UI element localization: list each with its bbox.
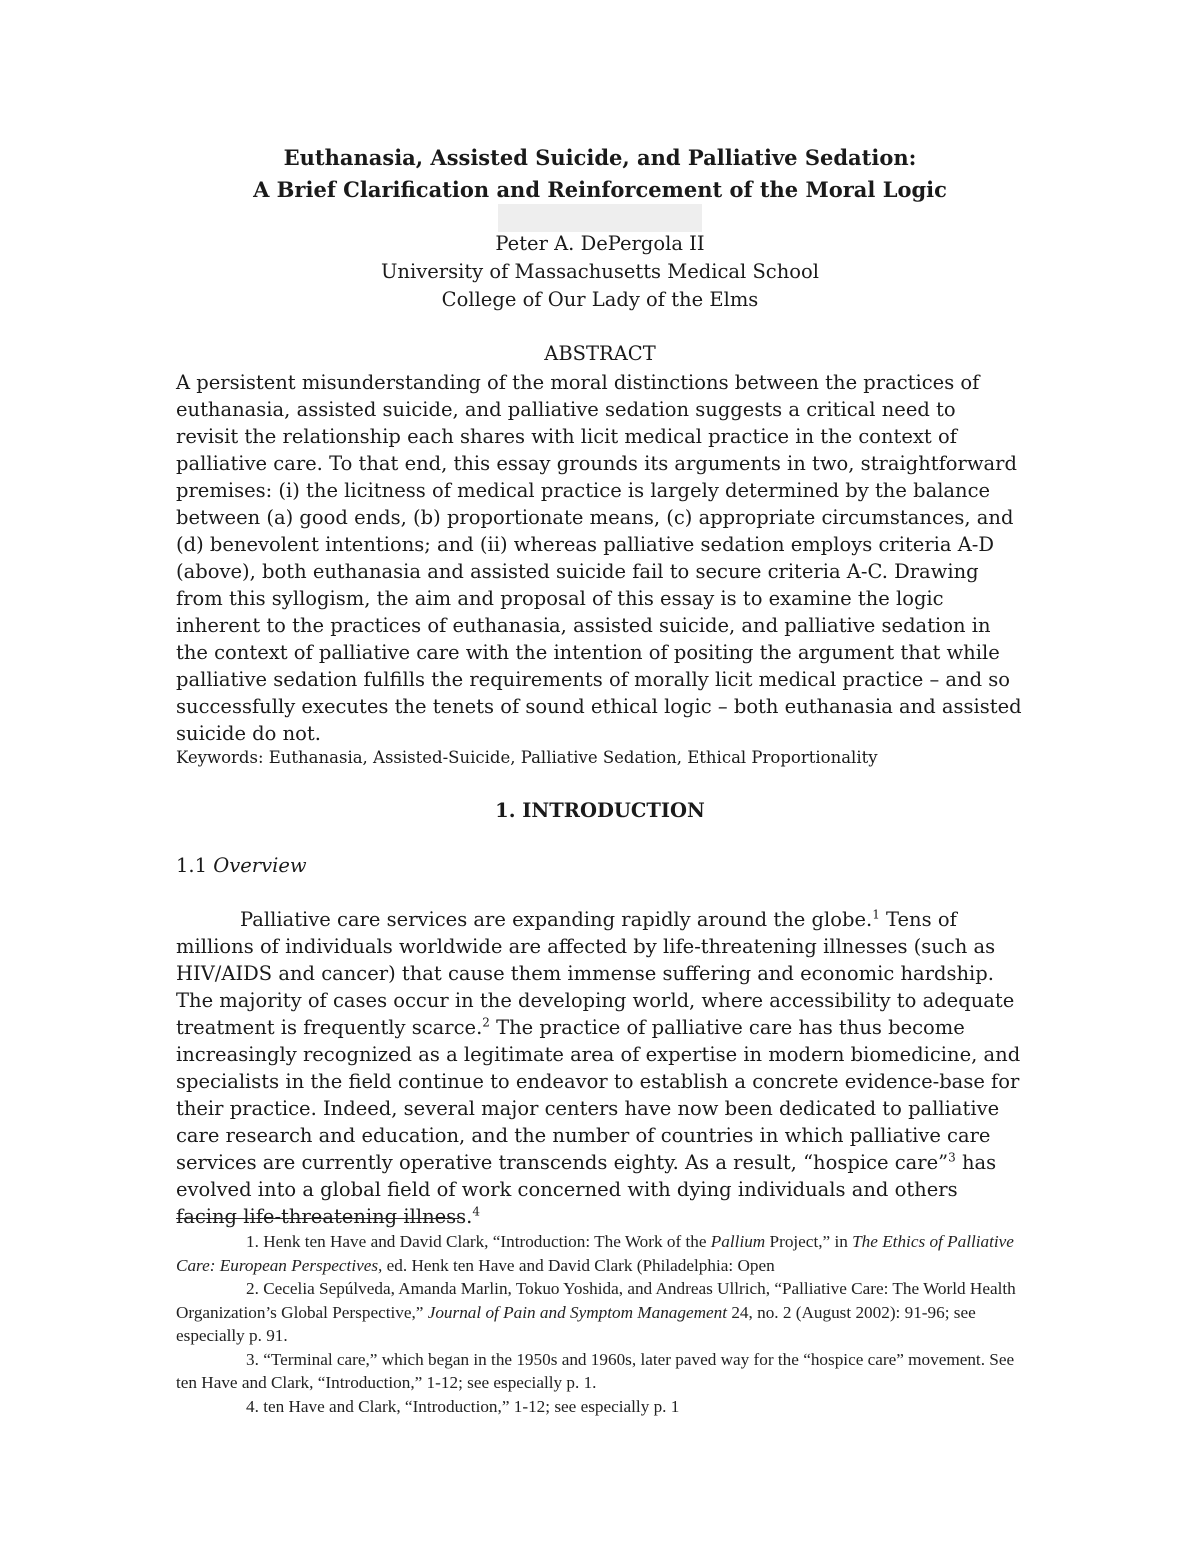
keywords: Keywords: Euthanasia, Assisted-Suicide, Palliative Sedation, Ethical Proportionality [176, 748, 878, 767]
author-affiliation-1: University of Massachusetts Medical School [380, 260, 820, 283]
section-heading: 1. INTRODUCTION [495, 799, 705, 822]
author-name: Peter A. DePergola II [495, 232, 705, 255]
intro-paragraph [176, 906, 1022, 1230]
paper-title-line-2: A Brief Clarification and Reinforcement of the Moral Logic [253, 177, 947, 202]
abstract-heading: ABSTRACT [544, 342, 656, 365]
footnotes [176, 1230, 1022, 1418]
footnote-ref-2[interactable]: 2 [482, 1015, 490, 1030]
intro-sentence-1: Palliative care services are expanding rapidly around the globe. [240, 908, 873, 931]
subsection-title: Overview [213, 854, 307, 877]
redacted-block [498, 204, 702, 232]
subsection-number: 1.1 [176, 854, 214, 877]
footnote-4: 4. ten Have and Clark, “Introduction,” 1-12; see especially p. 1 [246, 1396, 680, 1416]
footnote-1: 1. Henk ten Have and David Clark, “Introduction: The Work of the Pallium Project,” in The Ethics of Palliative Care: European Perspectives, ed. Henk ten Have and David Clark (Philadelphia: Open [176, 1232, 1014, 1275]
intro-sentence-3: The practice of palliative care has thus become increasingly recognized as a legitimate area of expertise in modern biomedicine, and specialists in the field continue to endeavor to establish a concrete evidence-base for their practice. Indeed, several major centers have now been dedicated to palliative care research and education, and the number of countries in which palliative care services are currently operative transcends eighty. As a result, “hospice care” [176, 1016, 1021, 1174]
footnote-ref-4[interactable]: 4 [472, 1204, 481, 1219]
footnote-3: 3. “Terminal care,” which began in the 1950s and 1960s, later paved way for the “hospice care” movement. See ten Have and Clark, “Introduction,” 1-12; see especially p. 1. [176, 1349, 1015, 1392]
footnote-ref-3[interactable]: 3 [948, 1150, 956, 1165]
author-affiliation-2: College of Our Lady of the Elms [441, 288, 759, 311]
subsection-heading [176, 852, 307, 880]
footnote-ref-1[interactable]: 1 [872, 907, 880, 922]
intro-sentence-4: has evolved into a global field of work concerned with dying individuals and others facing life-threatening illness. [176, 1151, 997, 1228]
paper-title-line-1: Euthanasia, Assisted Suicide, and Palliative Sedation: [283, 145, 917, 170]
footnote-separator [176, 1218, 459, 1219]
footnote-2: 2. Cecelia Sepúlveda, Amanda Marlin, Tokuo Yoshida, and Andreas Ullrich, “Palliative Care: The World Health Organization’s Global Perspective,” Journal of Pain and Symptom Management 24, no. 2 (August 2002): 91-96; see especially p. 91. [176, 1279, 1016, 1345]
abstract-text: A persistent misunderstanding of the moral distinctions between the practices of euthanasia, assisted suicide, and palliative sedation suggests a critical need to revisit the relationship each shares with licit medical practice in the context of palliative care. To that end, this essay grounds its arguments in two, straightforward premises: (i) the licitness of medical practice is largely determined by the balance between (a) good ends, (b) proportionate means, (c) appropriate circumstances, and (d) benevolent intentions; and (ii) whereas palliative sedation employs criteria A-D (above), both euthanasia and assisted suicide fail to secure criteria A-C. Drawing from this syllogism, the aim and proposal of this essay is to examine the logic inherent to the practices of euthanasia, assisted suicide, and palliative sedation in the context of palliative care with the intention of positing the argument that while palliative sedation fulfills the requirements of morally licit medical practice – and so successfully executes the tenets of sound ethical logic – both euthanasia and assisted suicide do not. [176, 371, 1022, 745]
intro-sentence-2: Tens of millions of individuals worldwide are affected by life-threatening illnesses (such as HIV/AIDS and cancer) that cause them immense suffering and economic hardship. The majority of cases occur in the developing world, where accessibility to adequate treatment is frequently scarce. [176, 908, 1015, 1039]
